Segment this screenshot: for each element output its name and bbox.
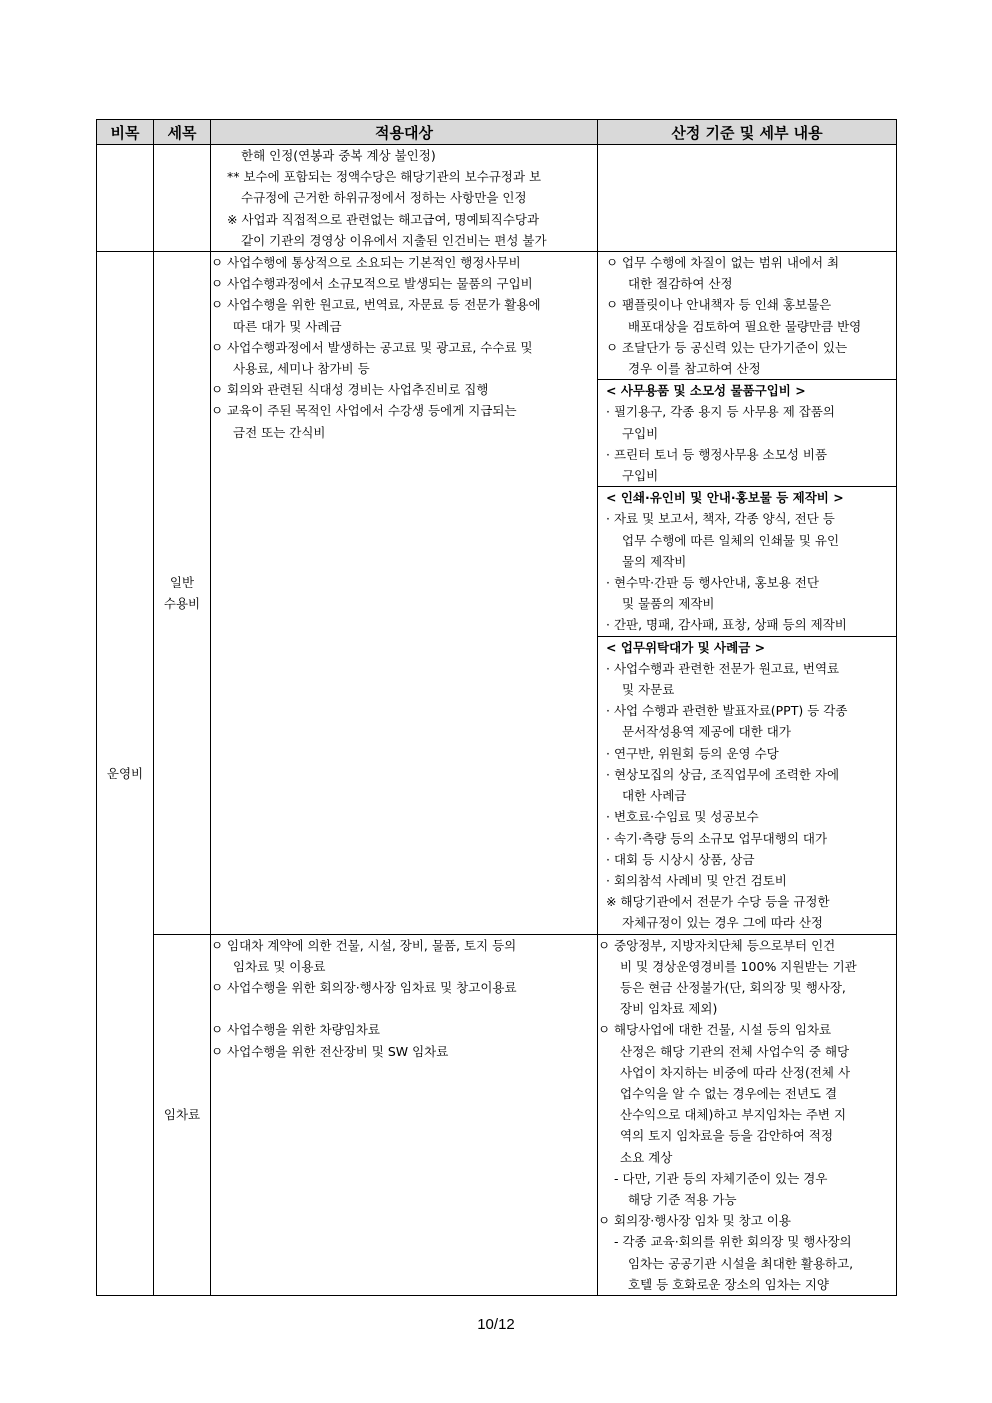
budget-table [96, 119, 897, 1296]
header-biomok: 비목 [97, 120, 154, 145]
rent-row [97, 934, 897, 1295]
text-line: · 변호료·수임료 및 성공보수 [606, 809, 759, 825]
text-line: ㅇ 해당사업에 대한 건물, 시설 등의 임차료 [598, 1022, 832, 1038]
text-line: 대한 사례금 [622, 788, 687, 804]
cont-semok [154, 145, 211, 252]
header-criteria: 산정 기준 및 세부 내용 [598, 120, 897, 145]
text-line: · 회의참석 사례비 및 안건 검토비 [606, 872, 787, 888]
section-title: < 인쇄·유인비 및 안내·홍보물 등 제작비 > [606, 490, 844, 506]
text-line: · 연구반, 위원회 등의 운영 수당 [606, 745, 779, 761]
text-line: · 대회 등 시상시 상품, 상금 [606, 851, 755, 867]
text-line: 산수익으로 대체)하고 부지임차는 주변 지 [620, 1107, 847, 1123]
text-line: 배포대상을 검토하여 필요한 물량만큼 반영 [628, 318, 862, 334]
text-line: 사용료, 세미나 참가비 등 [233, 361, 370, 377]
text-line: ㅇ 임대차 계약에 의한 건물, 시설, 장비, 물품, 토지 등의 [211, 937, 517, 953]
text-line: ㅇ 중앙정부, 지방자치단체 등으로부터 인건 [598, 937, 836, 953]
text-line: 문서작성용역 제공에 대한 대가 [622, 724, 791, 740]
header-target: 적용대상 [211, 120, 598, 145]
text-line: - 각종 교육·회의를 위한 회의장 및 행사장의 [614, 1234, 852, 1250]
text-line: · 사업 수행과 관련한 발표자료(PPT) 등 각종 [606, 703, 848, 719]
text-line: · 필기용구, 각종 용지 등 사무용 제 잡품의 [606, 404, 835, 420]
text-line: · 속기·측량 등의 소규모 업무대행의 대가 [606, 830, 828, 846]
text-line: ㅇ 사업수행과정에서 발생하는 공고료 및 광고료, 수수료 및 [211, 339, 533, 355]
text-line: ㅇ 회의장·행사장 임차 및 창고 이용 [598, 1213, 791, 1229]
text-line: 역의 토지 임차료을 등을 감안하여 적정 [620, 1128, 834, 1144]
text-line: 등은 현금 산정불가(단, 회의장 및 행사장, [620, 979, 846, 995]
text-line: 산정은 해당 기관의 전체 사업수익 중 해당 [620, 1043, 850, 1059]
general-criteria [598, 252, 897, 935]
text-line: 구입비 [622, 425, 659, 441]
cont-criteria [598, 145, 897, 252]
cont-biomok [97, 145, 154, 252]
general-target [211, 252, 598, 935]
text-line: · 간판, 명패, 감사패, 표창, 상패 등의 제작비 [606, 617, 847, 633]
text-line: ㅇ 조달단가 등 공신력 있는 단가기준이 있는 [606, 339, 848, 355]
text-line: ㅇ 업무 수행에 차질이 없는 범위 내에서 최 [606, 255, 840, 271]
rent-target [211, 934, 598, 1295]
text-line: 한해 인정(연봉과 중복 계상 불인정) [241, 148, 436, 163]
text-line: ㅇ 사업수행을 위한 회의장·행사장 임차료 및 창고이용료 [211, 979, 517, 995]
text-line: 비 및 경상운영경비를 100% 지원받는 기관 [620, 958, 857, 974]
text-line: 수규정에 근거한 하위규정에서 정하는 사항만을 인정 [241, 190, 527, 206]
text-line: · 현상모집의 상금, 조직업무에 조력한 자에 [606, 766, 840, 782]
text-line: 자체규정이 있는 경우 그에 따라 산정 [622, 915, 823, 931]
text-line: 대한 절감하여 산정 [628, 276, 733, 292]
cont-target [211, 145, 598, 252]
header-semok: 세목 [154, 120, 211, 145]
biomok-operating: 운영비 [97, 252, 154, 1296]
header-row [97, 120, 897, 145]
continuation-row [97, 145, 897, 252]
text-line: 및 물품의 제작비 [622, 596, 715, 612]
general-row [97, 252, 897, 935]
text-line: 사업이 차지하는 비중에 따라 산정(전체 사 [620, 1064, 851, 1080]
semok-rent: 임차료 [154, 934, 211, 1295]
semok-general [154, 252, 211, 935]
text-line: 구입비 [622, 468, 659, 484]
text-line: 임차는 공공기관 시설을 최대한 활용하고, [628, 1255, 854, 1271]
text-line: - 다만, 기관 등의 자체기준이 있는 경우 [614, 1170, 828, 1186]
rent-criteria [598, 934, 897, 1295]
text-line: 소요 계상 [620, 1149, 673, 1165]
text-line: 임차료 및 이용료 [233, 958, 326, 974]
page-number: 10/12 [477, 1316, 515, 1333]
text-line: ㅇ 교육이 주된 목적인 사업에서 수강생 등에게 지급되는 [211, 403, 517, 419]
text-line: · 프린터 토너 등 행정사무용 소모성 비품 [606, 446, 828, 462]
section-title: < 업무위탁대가 및 사례금 > [606, 639, 766, 655]
text-line: 호텔 등 호화로운 장소의 임차는 지양 [628, 1276, 829, 1292]
text-line: 업수익을 알 수 없는 경우에는 전년도 결 [620, 1085, 838, 1101]
text-line: 따른 대가 및 사례금 [233, 318, 342, 334]
section-office-supplies [598, 379, 896, 486]
section-outsourcing [598, 636, 896, 934]
text-line: 금전 또는 간식비 [233, 424, 326, 440]
text-line: 해당 기준 적용 가능 [628, 1191, 737, 1207]
text-line: · 자료 및 보고서, 책자, 각종 양식, 전단 등 [606, 511, 835, 527]
text-line: ㅇ 사업수행에 통상적으로 소요되는 기본적인 행정사무비 [211, 255, 521, 271]
section-title: < 사무용품 및 소모성 물품구입비 > [606, 383, 806, 399]
section-printing [598, 486, 896, 635]
text-line: 경우 이를 참고하여 산정 [628, 361, 761, 377]
text-line: 같이 기관의 경영상 이유에서 지출된 인건비는 편성 불가 [241, 232, 547, 248]
text-line: ㅇ 회의와 관련된 식대성 경비는 사업추진비로 집행 [211, 382, 489, 398]
text-line: ㅇ 사업수행을 위한 전산장비 및 SW 임차료 [211, 1043, 449, 1059]
text-line: 업무 수행에 따른 일체의 인쇄물 및 유인 [622, 532, 840, 548]
text-line: 및 자문료 [622, 682, 675, 698]
text-line: ※ 해당기관에서 전문가 수당 등을 규정한 [606, 894, 830, 910]
text-line: · 현수막·간판 등 행사안내, 홍보용 전단 [606, 575, 819, 591]
text-line: ※ 사업과 직접적으로 관련없는 해고급여, 명예퇴직수당과 [227, 211, 540, 227]
semok-general-line1: 일반 [169, 574, 195, 590]
semok-general-line2: 수용비 [163, 595, 201, 611]
text-line: ㅇ 팸플릿이나 안내책자 등 인쇄 홍보물은 [606, 297, 832, 313]
blank-line [211, 998, 597, 1019]
text-line: ㅇ 사업수행을 위한 원고료, 번역료, 자문료 등 전문가 활용에 [211, 297, 541, 313]
text-line: 물의 제작비 [622, 553, 687, 569]
text-line: 장비 임차료 제외) [620, 1001, 718, 1017]
text-line: ** 보수에 포함되는 정액수당은 해당기관의 보수규정과 보 [227, 169, 542, 185]
text-line: ㅇ 사업수행을 위한 차량임차료 [211, 1022, 380, 1038]
text-line: ㅇ 사업수행과정에서 소규모적으로 발생되는 물품의 구입비 [211, 276, 533, 292]
text-line: · 사업수행과 관련한 전문가 원고료, 번역료 [606, 660, 840, 676]
